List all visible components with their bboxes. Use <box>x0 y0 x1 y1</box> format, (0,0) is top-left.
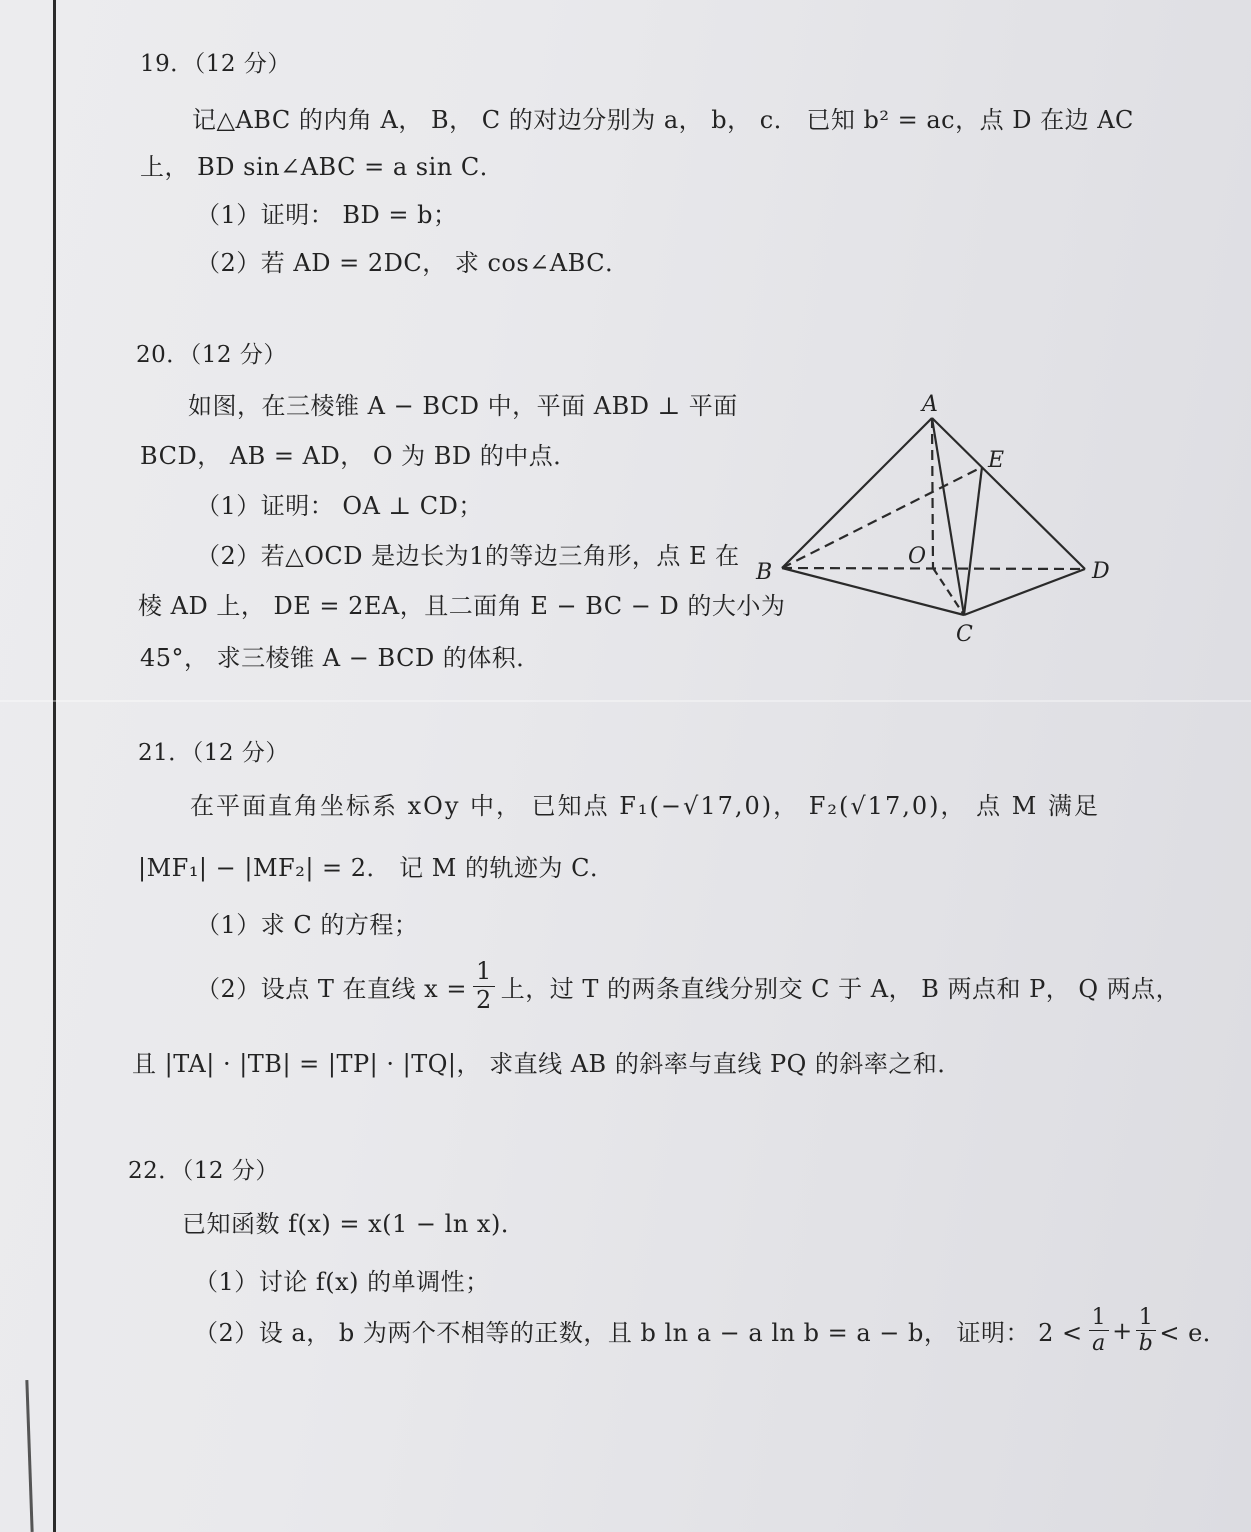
q21-fraction-half <box>473 958 495 1014</box>
q21-part-1: （1）求 C 的方程； <box>196 911 419 939</box>
q22-part-2 <box>194 1305 1227 1357</box>
q21-part-2-suffix: 上，过 T 的两条直线分别交 C 于 A， B 两点和 P， Q 两点， <box>500 974 1181 1003</box>
q19-part-1: （1）证明： BD = b； <box>196 201 458 229</box>
q21-part-2 <box>196 958 1180 1014</box>
q21-stem-line-2: |MF₁| − |MF₂| = 2． 记 M 的轨迹为 C． <box>138 854 615 882</box>
q20-part-2-line-2: 棱 AD 上， DE = 2EA，且二面角 E − BC − D 的大小为 <box>138 592 786 620</box>
q22-part-2-suffix: < e． <box>1159 1319 1228 1348</box>
q19-header: 19．（12 分） <box>140 51 291 77</box>
q22-fraction-1-numerator: 1 <box>1089 1305 1110 1331</box>
edge-CE <box>964 467 982 615</box>
q22-fraction-1-over-b <box>1136 1305 1157 1357</box>
edge-BE <box>782 467 982 568</box>
q21-part-2-prefix: （2）设点 T 在直线 x = <box>196 974 467 1003</box>
q21-stem-line-1: 在平面直角坐标系 xOy 中， 已知点 F₁(−√17,0)， F₂(√17,0)， 点 M 满足 <box>190 792 1100 820</box>
q21-fraction-numerator: 1 <box>473 958 495 987</box>
q21-header: 21．（12 分） <box>138 740 289 766</box>
q20-part-1: （1）证明： OA ⊥ CD； <box>196 492 483 520</box>
q22-plus-sign: + <box>1112 1316 1133 1345</box>
q21-part-2-line-2: 且 |TA| · |TB| = |TP| · |TQ|， 求直线 AB 的斜率与直线 PQ 的斜率之和． <box>132 1050 962 1078</box>
q22-part-1: （1）讨论 f(x) 的单调性； <box>194 1268 490 1296</box>
q20-part-2-line-3: 45°， 求三棱锥 A − BCD 的体积． <box>140 644 541 672</box>
label-A: A <box>922 392 938 417</box>
label-B: B <box>756 560 773 585</box>
q22-fraction-1-denominator: a <box>1092 1331 1106 1357</box>
paper-fold <box>0 700 1251 702</box>
q22-fraction-2-numerator: 1 <box>1136 1305 1157 1331</box>
q21-fraction-denominator: 2 <box>475 985 492 1014</box>
margin-rule-line-lower <box>25 1380 33 1532</box>
q19-stem-line-1: 记△ABC 的内角 A， B， C 的对边分别为 a， b， c． 已知 b² = ac，点 D 在边 AC <box>192 106 1134 134</box>
label-C: C <box>956 622 973 647</box>
label-O: O <box>908 544 927 569</box>
q20-header: 20．（12 分） <box>136 342 287 368</box>
q22-part-2-prefix: （2）设 a， b 为两个不相等的正数，且 b ln a − a ln b = a − b， 证明： 2 < <box>194 1319 1083 1348</box>
label-D: D <box>1092 559 1110 584</box>
tetrahedron-figure <box>740 385 1140 655</box>
label-E: E <box>988 448 1005 473</box>
q22-stem: 已知函数 f(x) = x(1 − ln x)． <box>182 1210 526 1238</box>
q22-fraction-2-denominator: b <box>1138 1331 1154 1357</box>
edge-AD <box>932 418 1085 569</box>
margin-rule-line <box>53 0 56 1532</box>
q19-stem-line-2: 上， BD sin∠ABC = a sin C． <box>140 153 505 181</box>
q20-part-2-line-1: （2）若△OCD 是边长为1的等边三角形，点 E 在 <box>196 542 740 570</box>
edge-AC <box>932 418 964 615</box>
q19-part-2: （2）若 AD = 2DC， 求 cos∠ABC． <box>196 249 630 277</box>
q22-fraction-1-over-a <box>1089 1305 1110 1357</box>
q20-stem-line-1: 如图，在三棱锥 A − BCD 中，平面 ABD ⊥ 平面 <box>188 392 738 420</box>
edge-CD <box>964 569 1085 615</box>
q20-stem-line-2: BCD， AB = AD， O 为 BD 的中点． <box>140 442 578 470</box>
q22-header: 22．（12 分） <box>128 1158 279 1184</box>
